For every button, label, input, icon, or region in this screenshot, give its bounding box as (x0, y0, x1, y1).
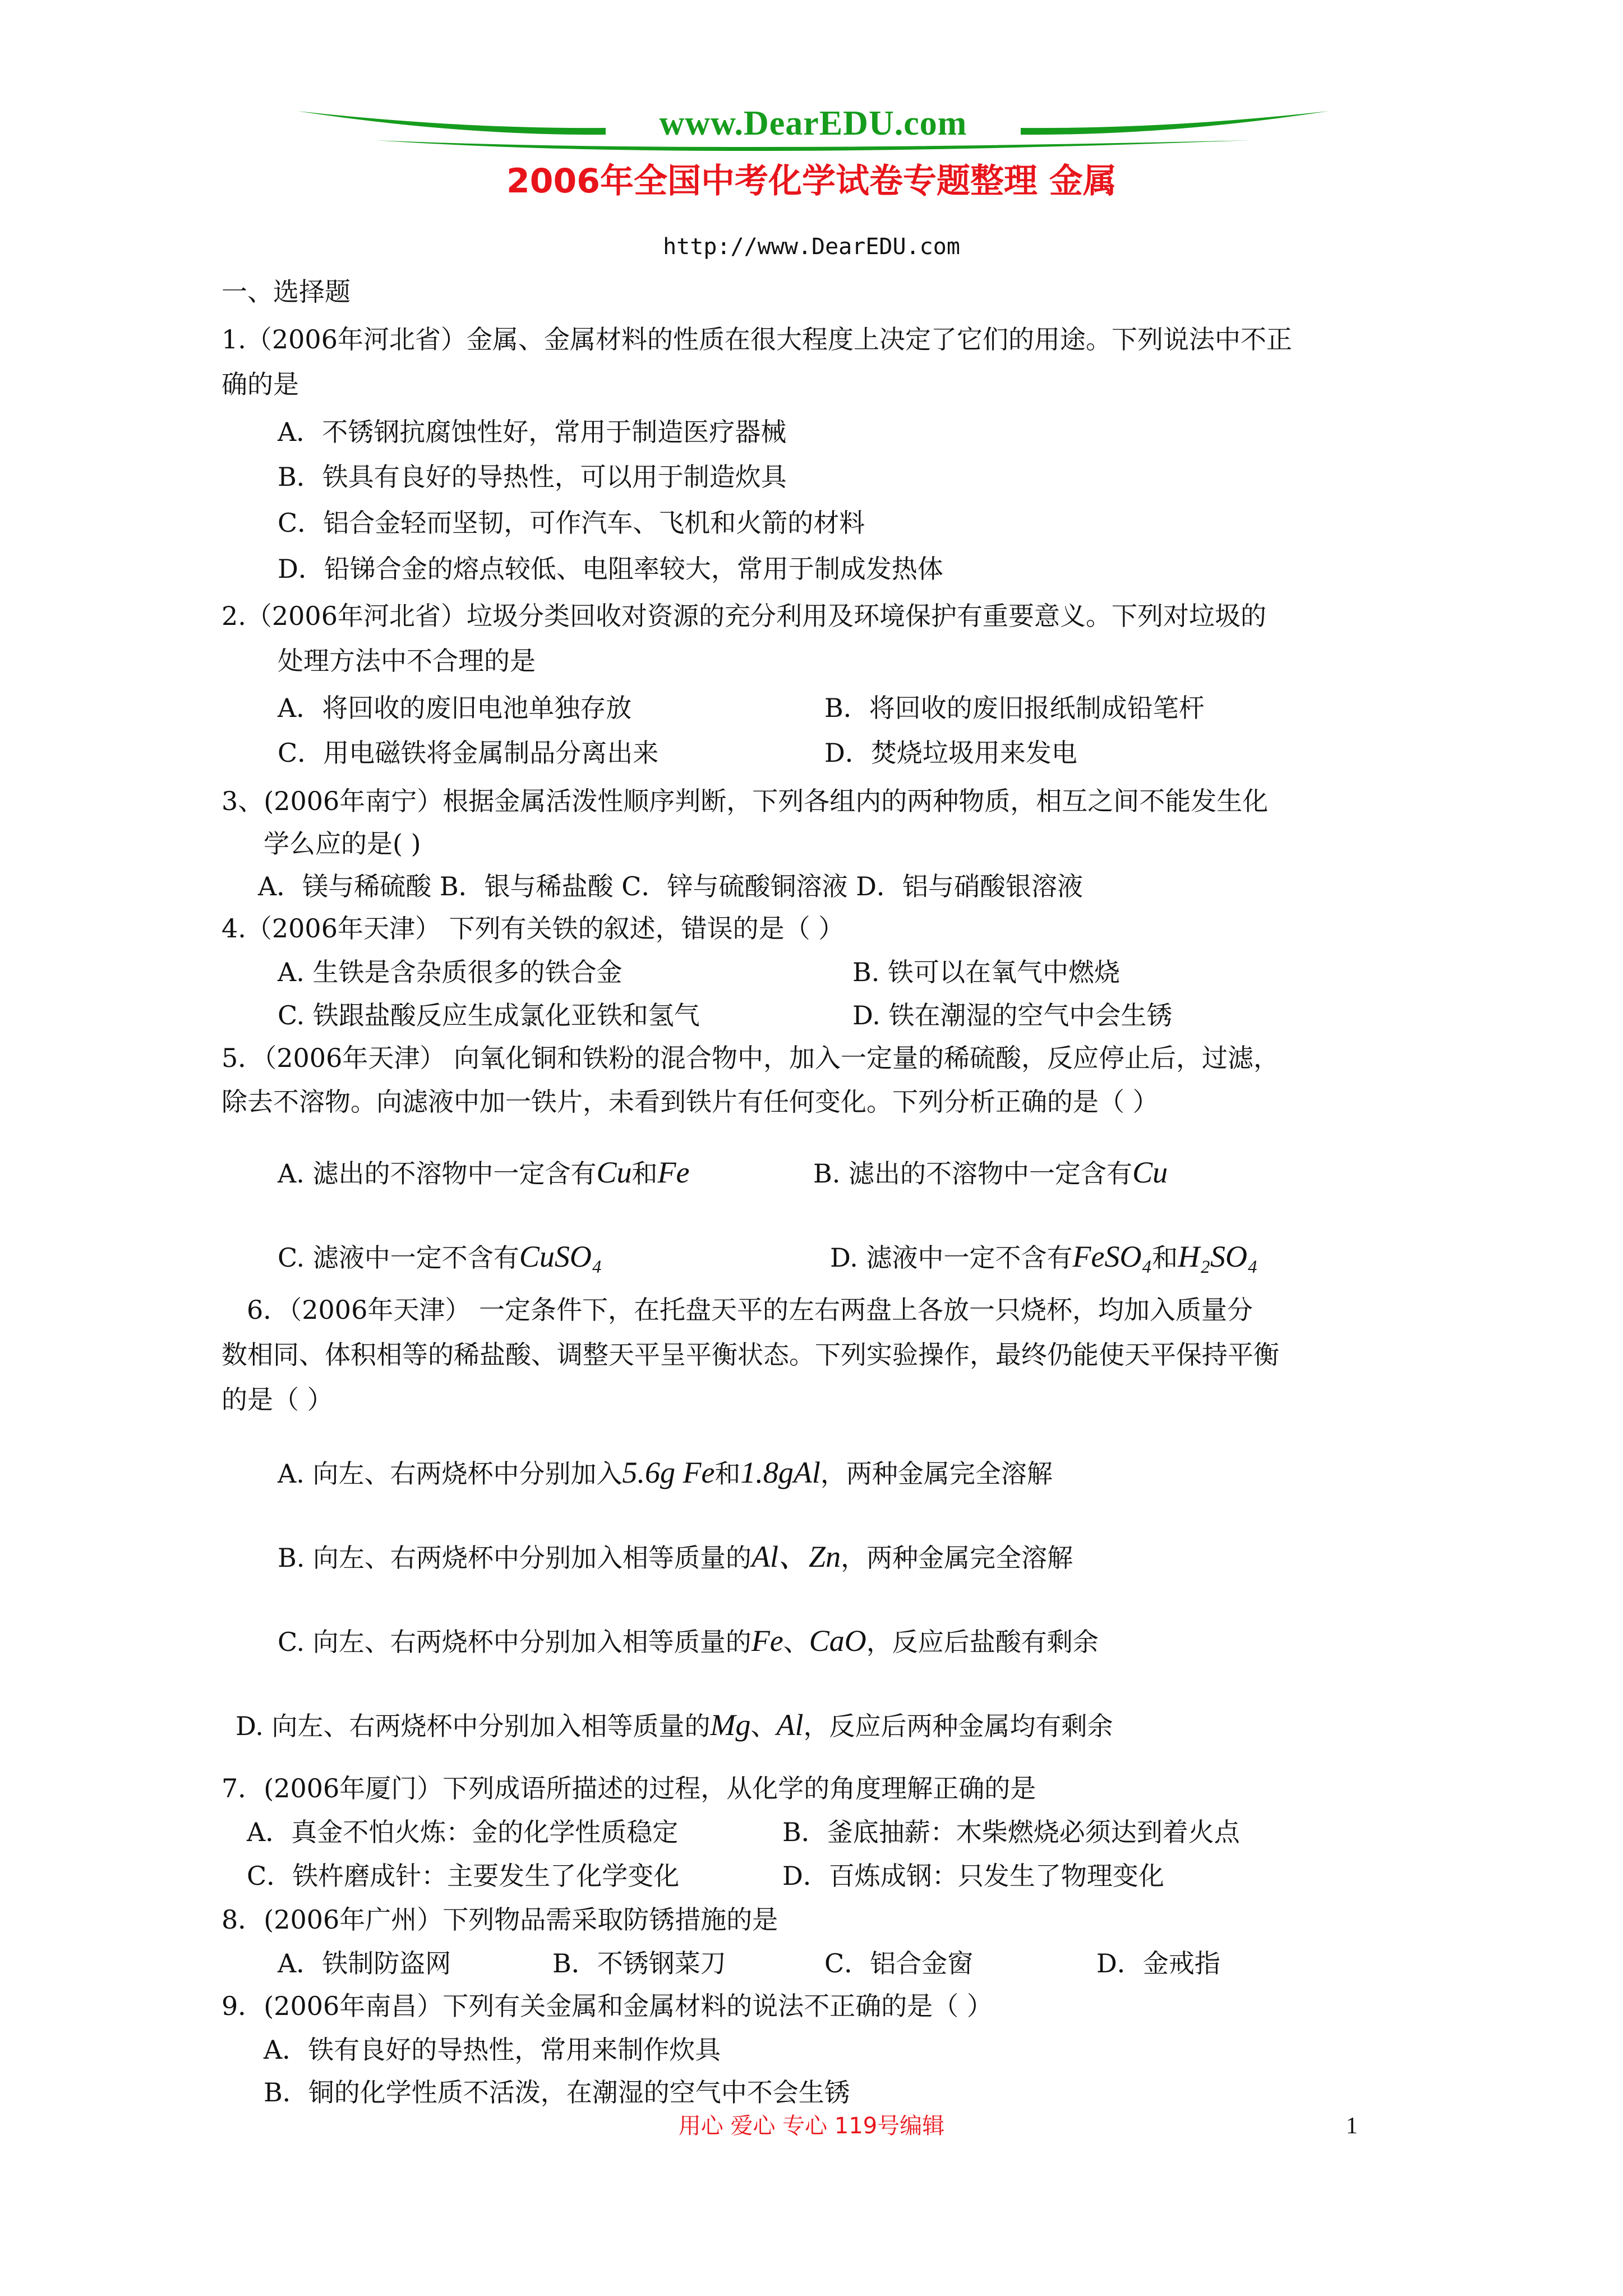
q5-option-a (278, 1156, 689, 1190)
q3-stem-line1: 3、(2006年南宁）根据金属活泼性顺序判断，下列各组内的两种物质，相互之间不能发生化 (222, 786, 1269, 816)
q4-stem: 4.（2006年天津） 下列有关铁的叙述，错误的是（ ） (222, 913, 845, 944)
q6-stem-line2: 数相同、体积相等的稀盐酸、调整天平呈平衡状态。下列实验操作，最终仍能使天平保持平衡 (222, 1340, 1279, 1370)
q8-option-b: B．不锈钢菜刀 (552, 1948, 726, 1978)
q5-option-a-text: A. 滤出的不溶物中一定含有 (278, 1158, 597, 1189)
formula-cao: CaO (809, 1624, 866, 1658)
q5-option-b (813, 1156, 1168, 1190)
formula-cu: Cu (1132, 1156, 1168, 1189)
q9-option-a: A．铁有良好的导热性，常用来制作炊具 (264, 2035, 721, 2065)
conjunction: 和 (631, 1158, 658, 1189)
conjunction: 和 (1152, 1243, 1178, 1273)
q4-option-b: B. 铁可以在氧气中燃烧 (852, 957, 1121, 987)
formula-al: Al (776, 1708, 804, 1742)
formula-5-6g-fe: 5.6g Fe (622, 1456, 715, 1489)
q5-stem-line1: 5．（2006年天津） 向氧化铜和铁粉的混合物中，加入一定量的稀硫酸，反应停止后，过滤， (222, 1043, 1279, 1073)
q5-option-c-text: C. 滤液中一定不含有 (278, 1243, 519, 1273)
formula-al-zn: Al、Zn (751, 1540, 841, 1573)
q4-option-a: A. 生铁是含杂质很多的铁合金 (278, 957, 623, 987)
q6-option-d-tail: ，反应后两种金属均有剩余 (803, 1711, 1113, 1741)
q6-option-b (278, 1540, 1073, 1575)
q6-option-c (278, 1624, 1099, 1659)
source-url: http://www.DearEDU.com (663, 234, 960, 260)
formula-1-8g-al: 1.8gAl (740, 1456, 820, 1489)
q2-stem-line2: 处理方法中不合理的是 (278, 646, 536, 676)
q8-option-a: A．铁制防盗网 (278, 1948, 451, 1978)
q1-option-d: D．铅锑合金的熔点较低、电阻率较大，常用于制成发热体 (278, 554, 943, 584)
q1-option-b: B．铁具有良好的导热性，可以用于制造炊具 (278, 462, 787, 492)
banner-site-name: www.DearEDU.com (659, 104, 967, 142)
q6-option-c-text: C. 向左、右两烧杯中分别加入相等质量的 (278, 1627, 751, 1657)
q6-option-a-text: A. 向左、右两烧杯中分别加入 (278, 1458, 623, 1489)
q5-option-b-text: B. 滤出的不溶物中一定含有 (813, 1158, 1133, 1189)
q7-option-a: A．真金不怕火炼：金的化学性质稳定 (247, 1817, 679, 1847)
q6-option-d (236, 1708, 1113, 1743)
q6-stem-line1: 6．（2006年天津） 一定条件下，在托盘天平的左右两盘上各放一只烧杯，均加入质量分 (247, 1295, 1253, 1325)
q9-option-b: B．铜的化学性质不活泼，在潮湿的空气中不会生锈 (264, 2077, 850, 2108)
q5-option-c (278, 1240, 602, 1274)
q2-option-c: C．用电磁铁将金属制品分离出来 (278, 738, 659, 768)
q1-stem-line1: 1.（2006年河北省）金属、金属材料的性质在很大程度上决定了它们的用途。下列说法中不正 (222, 324, 1292, 355)
q1-stem-line2: 确的是 (222, 369, 299, 399)
q4-option-c: C. 铁跟盐酸反应生成氯化亚铁和氢气 (278, 1000, 700, 1030)
separator: 、 (750, 1711, 777, 1741)
q2-option-a: A．将回收的废旧电池单独存放 (278, 693, 632, 723)
formula-cu: Cu (596, 1156, 632, 1189)
q8-option-d: D．金戒指 (1096, 1948, 1220, 1978)
q3-options: A．镁与稀硫酸 B．银与稀盐酸 C．锌与硫酸铜溶液 D．铝与硝酸银溶液 (258, 871, 1083, 901)
q8-option-c: C．铝合金窗 (824, 1948, 974, 1978)
q1-option-a: A．不锈钢抗腐蚀性好，常用于制造医疗器械 (278, 417, 787, 447)
q8-stem: 8．(2006年广州）下列物品需采取防锈措施的是 (222, 1904, 778, 1935)
q7-stem: 7．(2006年厦门）下列成语所描述的过程，从化学的角度理解正确的是 (222, 1773, 1036, 1803)
q5-option-d (830, 1240, 1258, 1274)
q6-option-b-text: B. 向左、右两烧杯中分别加入相等质量的 (278, 1543, 752, 1573)
conjunction: 和 (714, 1458, 741, 1489)
site-banner (292, 95, 1335, 163)
q2-option-d: D．焚烧垃圾用来发电 (824, 738, 1077, 768)
q5-option-d-text: D. 滤液中一定不含有 (830, 1243, 1073, 1273)
formula-feso4: FeSO₄ (1072, 1240, 1152, 1273)
q7-option-b: B．釜底抽薪：木柴燃烧必须达到着火点 (782, 1817, 1240, 1847)
page-number: 1 (1346, 2113, 1358, 2139)
q4-option-d: D. 铁在潮湿的空气中会生锈 (852, 1000, 1173, 1030)
formula-fe: Fe (657, 1156, 690, 1189)
formula-cuso4: CuSO₄ (519, 1240, 602, 1273)
separator: 、 (783, 1627, 809, 1657)
q7-option-d: D．百炼成钢：只发生了物理变化 (782, 1861, 1164, 1891)
q6-stem-line3: 的是（ ） (222, 1384, 333, 1415)
q6-option-d-text: D. 向左、右两烧杯中分别加入相等质量的 (236, 1711, 711, 1741)
q1-option-c: C．铝合金轻而坚韧，可作汽车、飞机和火箭的材料 (278, 508, 865, 538)
q6-option-a (278, 1456, 1053, 1490)
q5-stem-line2: 除去不溶物。向滤液中加一铁片，未看到铁片有任何变化。下列分析正确的是（ ） (222, 1087, 1159, 1117)
q2-stem-line1: 2.（2006年河北省）垃圾分类回收对资源的充分利用及环境保护有重要意义。下列对垃圾的 (222, 601, 1266, 631)
footer-slogan: 用心 爱心 专心 119号编辑 (678, 2113, 945, 2139)
q7-option-c: C．铁杵磨成针：主要发生了化学变化 (247, 1861, 680, 1891)
formula-h2so4: H₂SO₄ (1178, 1240, 1258, 1273)
q2-option-b: B．将回收的废旧报纸制成铅笔杆 (824, 693, 1205, 723)
page-title: 2006年全国中考化学试卷专题整理 金属 (506, 162, 1117, 201)
q6-option-a-tail: ，两种金属完全溶解 (820, 1458, 1053, 1489)
formula-mg: Mg (710, 1708, 751, 1742)
q6-option-c-tail: ，反应后盐酸有剩余 (866, 1627, 1099, 1657)
q9-stem: 9．(2006年南昌）下列有关金属和金属材料的说法不正确的是（ ） (222, 1991, 993, 2021)
q3-stem-line2: 学么应的是( ) (264, 829, 421, 859)
formula-fe: Fe (751, 1624, 783, 1658)
section-heading: 一、选择题 (222, 277, 351, 307)
q6-option-b-tail: ，两种金属完全溶解 (841, 1543, 1073, 1573)
